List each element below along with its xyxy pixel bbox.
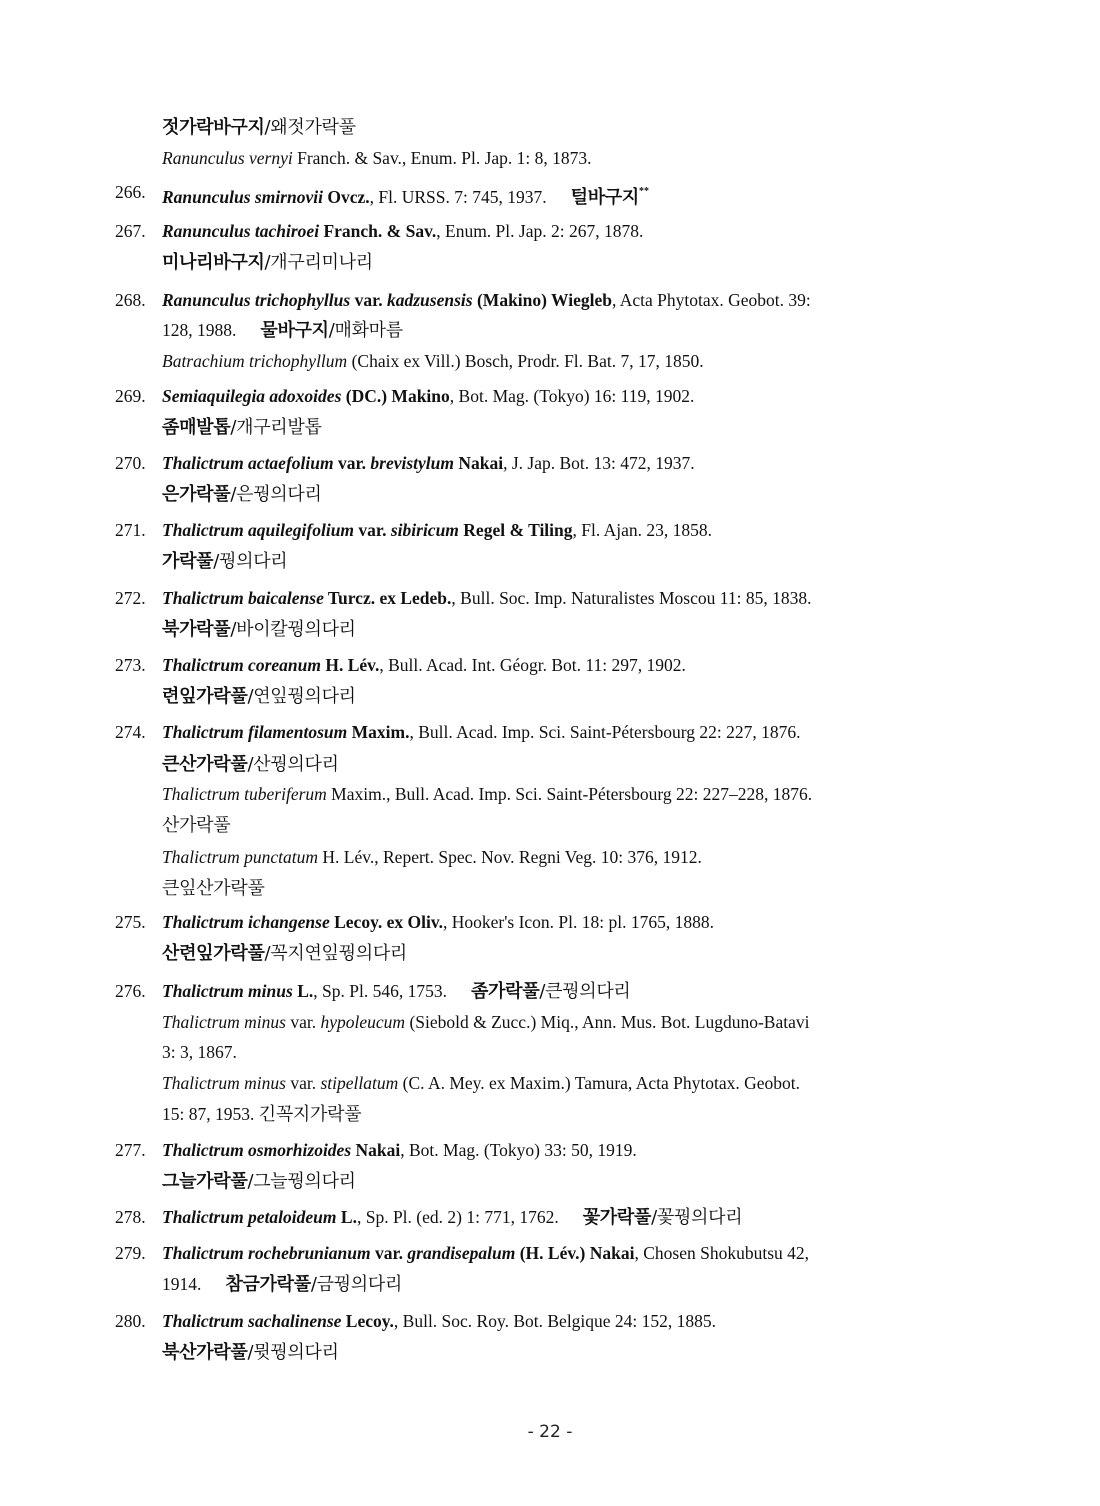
entry-line — [162, 684, 356, 709]
entry-line — [162, 1340, 339, 1365]
text-segment: , Fl. Ajan. 23, 1858. — [572, 520, 713, 540]
entry-line — [162, 349, 704, 373]
entry-number: 272. — [115, 588, 146, 608]
entry-line — [115, 451, 695, 475]
entry-number: 279. — [115, 1243, 146, 1263]
text-segment: (Siebold & Zucc.) Miq., Ann. Mus. Bot. Lugduno-Batavi — [405, 1012, 810, 1032]
entry-line — [115, 219, 644, 243]
scientific-name: grandisepalum — [407, 1243, 516, 1263]
entry-line — [162, 1010, 809, 1034]
author-name: Lecoy. ex Oliv. — [329, 912, 443, 932]
author-name: Nakai — [351, 1140, 401, 1160]
author-name: Maxim. — [347, 722, 410, 742]
entry-number: 273. — [115, 655, 146, 675]
entry-line — [162, 1071, 800, 1095]
text-segment: var. — [285, 1073, 321, 1093]
scientific-name: brevistylum — [370, 453, 455, 473]
scientific-name: Ranunculus vernyi — [162, 148, 293, 168]
korean-synonym-name: /산꿩의다리 — [247, 754, 339, 775]
entry-line — [115, 653, 686, 677]
author-name: Regel & Tiling — [458, 520, 573, 540]
scientific-name: Thalictrum punctatum — [162, 847, 319, 867]
superscript-mark: ** — [638, 186, 649, 197]
scientific-name: Thalictrum tuberiferum — [162, 784, 327, 804]
korean-synonym-name: /꽃꿩의다리 — [651, 1207, 743, 1228]
text-segment: , Sp. Pl. (ed. 2) 1: 771, 1762. — [356, 1207, 559, 1227]
author-name: Ovcz. — [322, 187, 370, 207]
entry-line — [115, 384, 695, 408]
text-segment: , Bot. Mag. (Tokyo) 33: 50, 1919. — [400, 1140, 637, 1160]
author-name: var. — [370, 1243, 408, 1263]
text-segment: (Chaix ex Vill.) Bosch, Prodr. Fl. Bat. 7, 17, 1850. — [347, 351, 704, 371]
korean-accepted-name: 산련잎가락풀 — [162, 943, 265, 964]
entry-number: 278. — [115, 1207, 146, 1227]
entry-line — [162, 617, 356, 642]
korean-accepted-name: 털바구지 — [570, 187, 639, 208]
entry-line — [162, 813, 230, 838]
korean-accepted-name: 가락풀 — [162, 551, 214, 572]
text-segment: var. — [285, 1012, 321, 1032]
entry-number: 266. — [115, 182, 146, 202]
entry-line — [162, 752, 339, 777]
korean-synonym-name: /왜젓가락풀 — [264, 117, 356, 138]
entry-line — [162, 318, 403, 343]
korean-synonym-name: /그늘꿩의다리 — [247, 1171, 356, 1192]
entry-line — [162, 549, 287, 574]
scientific-name: hypoleucum — [320, 1012, 406, 1032]
entry-line — [162, 1040, 237, 1064]
scientific-name: sibiricum — [390, 520, 459, 540]
text-segment: , J. Jap. Bot. 13: 472, 1937. — [503, 453, 695, 473]
scientific-name: Thalictrum baicalense — [162, 588, 324, 608]
korean-synonym-name: /꼭지연잎꿩의다리 — [264, 943, 407, 964]
scientific-name: Batrachium trichophyllum — [162, 351, 348, 371]
page-number: - 22 - — [527, 1422, 573, 1442]
korean-accepted-name: 북가락풀 — [162, 619, 231, 640]
text-segment: 1914. — [162, 1274, 202, 1294]
entry-number: 274. — [115, 722, 146, 742]
korean-accepted-name: 좀매발톱 — [162, 417, 231, 438]
entry-number: 277. — [115, 1140, 146, 1160]
entry-number: 275. — [115, 912, 146, 932]
entry-number: 267. — [115, 221, 146, 241]
scientific-name: Ranunculus trichophyllus — [162, 290, 351, 310]
korean-synonym-name: /금꿩의다리 — [310, 1274, 403, 1295]
author-name: var. — [350, 290, 387, 310]
entry-line — [162, 941, 407, 966]
entry-line — [162, 482, 322, 507]
entry-line — [162, 1169, 356, 1194]
text-segment: , Sp. Pl. 546, 1753. — [313, 981, 447, 1001]
text-segment: , Bull. Soc. Roy. Bot. Belgique 24: 152, 1885. — [393, 1311, 717, 1331]
korean-accepted-name: 좀가락풀 — [470, 981, 540, 1002]
author-name: L. — [336, 1207, 357, 1227]
korean-accepted-name: 참금가락풀 — [225, 1274, 311, 1295]
scientific-name: Thalictrum actaefolium — [162, 453, 334, 473]
author-name: H. Lév. — [320, 655, 380, 675]
entry-number: 271. — [115, 520, 146, 540]
text-segment: , Bull. Soc. Imp. Naturalistes Moscou 11: 85, 1838. — [451, 588, 812, 608]
text-segment: 3: 3, 1867. — [162, 1042, 237, 1062]
author-name: L. — [292, 981, 314, 1001]
entry-number: 270. — [115, 453, 146, 473]
entry-line — [162, 415, 322, 440]
entry-line — [162, 146, 592, 170]
author-name: Lecoy. — [341, 1311, 394, 1331]
entry-number: 269. — [115, 386, 146, 406]
korean-accepted-name: 북산가락풀 — [162, 1342, 248, 1363]
korean-synonym-name: /연잎꿩의다리 — [247, 686, 356, 707]
text-segment: , Enum. Pl. Jap. 2: 267, 1878. — [436, 221, 644, 241]
author-name: Nakai — [454, 453, 504, 473]
text-segment: 128, 1988. — [162, 320, 237, 340]
text-segment: , Acta Phytotax. Geobot. 39: — [611, 290, 811, 310]
scientific-name: Thalictrum coreanum — [162, 655, 321, 675]
author-name: (Makino) Wiegleb — [472, 290, 612, 310]
korean-synonym-name: /꿩의다리 — [213, 551, 288, 572]
author-name: (DC.) Makino — [341, 386, 450, 406]
entry-line — [162, 845, 702, 869]
scientific-name: Semiaquilegia adoxoides — [162, 386, 342, 406]
text-segment: Franch. & Sav., Enum. Pl. Jap. 1: 8, 1873. — [292, 148, 592, 168]
korean-synonym-name: /바이칼꿩의다리 — [230, 619, 356, 640]
entry-line — [115, 979, 631, 1004]
scientific-name: Thalictrum aquilegifolium — [162, 520, 355, 540]
korean-synonym-name: 긴꼭지가락풀 — [258, 1104, 362, 1125]
scientific-name: Thalictrum osmorhizoides — [162, 1140, 352, 1160]
author-name: Franch. & Sav. — [319, 221, 437, 241]
entry-number: 276. — [115, 981, 146, 1001]
scientific-name: Ranunculus tachiroei — [162, 221, 320, 241]
entry-line — [162, 115, 356, 140]
korean-synonym-name: /은꿩의다리 — [230, 484, 322, 505]
author-name: (H. Lév.) Nakai — [515, 1243, 635, 1263]
author-name: var. — [354, 520, 391, 540]
text-segment: 15: 87, 1953. — [162, 1104, 259, 1124]
korean-synonym-name: 큰잎산가락풀 — [162, 878, 265, 899]
entry-line — [115, 910, 714, 934]
korean-synonym-name: /뮛꿩의다리 — [247, 1342, 339, 1363]
entry-line — [115, 1309, 717, 1333]
text-segment: , Bull. Acad. Int. Géogr. Bot. 11: 297, 1902. — [379, 655, 686, 675]
korean-accepted-name: 물바구지 — [260, 320, 329, 341]
entry-line — [115, 518, 713, 542]
text-segment: , Bot. Mag. (Tokyo) 16: 119, 1902. — [449, 386, 695, 406]
korean-synonym-name: /매화마름 — [328, 320, 403, 341]
text-segment: , Chosen Shokubutsu 42, — [634, 1243, 809, 1263]
entry-line — [115, 1241, 809, 1265]
scientific-name: stipellatum — [320, 1073, 399, 1093]
scientific-name: Thalictrum minus — [162, 1073, 286, 1093]
scientific-name: Thalictrum rochebrunianum — [162, 1243, 371, 1263]
korean-synonym-name: /개구리미나리 — [264, 252, 373, 273]
text-segment: , Fl. URSS. 7: 745, 1937. — [369, 187, 547, 207]
entry-line — [162, 1272, 402, 1297]
text-segment: (C. A. Mey. ex Maxim.) Tamura, Acta Phytotax. Geobot. — [398, 1073, 800, 1093]
korean-synonym-name: /개구리발톱 — [230, 417, 322, 438]
entry-line — [115, 180, 649, 210]
korean-accepted-name: 젓가락바구지 — [162, 117, 265, 138]
text-segment: , Bull. Acad. Imp. Sci. Saint-Pétersbourg 22: 227, 1876. — [409, 722, 801, 742]
entry-line — [162, 1102, 361, 1127]
entry-line — [162, 876, 265, 901]
entry-line — [115, 1205, 743, 1230]
korean-accepted-name: 미나리바구지 — [162, 252, 265, 273]
scientific-name: Thalictrum filamentosum — [162, 722, 348, 742]
korean-accepted-name: 은가락풀 — [162, 484, 231, 505]
korean-accepted-name: 큰산가락풀 — [162, 754, 248, 775]
entry-line — [162, 782, 812, 806]
entry-line — [115, 288, 811, 312]
entry-number: 268. — [115, 290, 146, 310]
text-segment: H. Lév., Repert. Spec. Nov. Regni Veg. 10: 376, 1912. — [318, 847, 702, 867]
korean-synonym-name: /큰꿩의다리 — [539, 981, 631, 1002]
korean-accepted-name: 련잎가락풀 — [162, 686, 248, 707]
scientific-name: Thalictrum ichangense — [162, 912, 330, 932]
author-name: var. — [333, 453, 371, 473]
scientific-name: Thalictrum petaloideum — [162, 1207, 337, 1227]
entry-line — [115, 1138, 637, 1162]
korean-synonym-name: 산가락풀 — [162, 815, 231, 836]
entry-line — [115, 586, 812, 610]
scientific-name: Thalictrum minus — [162, 1012, 286, 1032]
scientific-name: Ranunculus smirnovii — [162, 187, 323, 207]
author-name: Turcz. ex Ledeb. — [323, 588, 452, 608]
entry-number: 280. — [115, 1311, 146, 1331]
korean-accepted-name: 그늘가락풀 — [162, 1171, 248, 1192]
text-segment: , Hooker's Icon. Pl. 18: pl. 1765, 1888. — [443, 912, 714, 932]
scientific-name: Thalictrum minus — [162, 981, 293, 1001]
scientific-name: kadzusensis — [387, 290, 473, 310]
entry-line — [115, 720, 801, 744]
entry-line — [162, 250, 373, 275]
scientific-name: Thalictrum sachalinense — [162, 1311, 342, 1331]
korean-accepted-name: 꽃가락풀 — [582, 1207, 652, 1228]
text-segment: Maxim., Bull. Acad. Imp. Sci. Saint-Pétersbourg 22: 227–228, 1876. — [326, 784, 813, 804]
